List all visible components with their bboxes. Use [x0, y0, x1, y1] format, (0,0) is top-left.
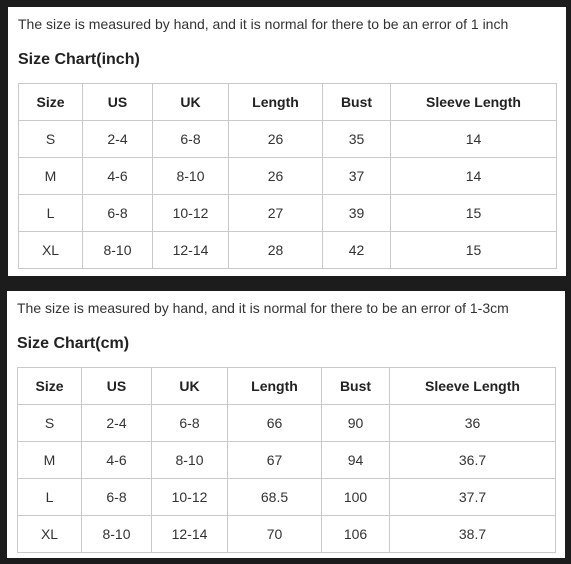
table-cell: XL — [19, 232, 83, 269]
table-cell: 36 — [390, 405, 556, 442]
table-cell: M — [18, 442, 82, 479]
table-cell: L — [19, 195, 83, 232]
table-row — [18, 516, 556, 553]
size-chart-title: Size Chart(cm) — [17, 335, 130, 352]
table-cell: 37.7 — [390, 479, 556, 516]
table-cell: 6-8 — [152, 405, 228, 442]
table-row — [19, 158, 557, 195]
table-cell: 100 — [322, 479, 390, 516]
table-cell: 10-12 — [152, 479, 228, 516]
table-cell: 37 — [323, 158, 391, 195]
column-header-us: US — [82, 368, 152, 405]
table-cell: 4-6 — [82, 442, 152, 479]
table-cell: 2-4 — [82, 405, 152, 442]
table-header-row — [19, 84, 557, 121]
table-cell: 8-10 — [83, 232, 153, 269]
table-cell: 67 — [228, 442, 322, 479]
table-cell: 68.5 — [228, 479, 322, 516]
table-cell: 36.7 — [390, 442, 556, 479]
table-row — [19, 121, 557, 158]
table-cell: 106 — [322, 516, 390, 553]
table-cell: 8-10 — [152, 442, 228, 479]
column-header-bust: Bust — [322, 368, 390, 405]
table-row — [18, 442, 556, 479]
table-cell: L — [18, 479, 82, 516]
table-cell: S — [18, 405, 82, 442]
table-cell: 10-12 — [153, 195, 229, 232]
table-row — [18, 479, 556, 516]
size-chart-cm-panel — [7, 291, 565, 558]
table-cell: 90 — [322, 405, 390, 442]
table-cell: 27 — [229, 195, 323, 232]
table-cell: 14 — [391, 121, 557, 158]
table-cell: S — [19, 121, 83, 158]
table-cell: 35 — [323, 121, 391, 158]
table-cell: 4-6 — [83, 158, 153, 195]
table-cell: 14 — [391, 158, 557, 195]
size-table-cm — [17, 367, 556, 553]
size-chart-inch-panel — [8, 7, 566, 276]
column-header-length: Length — [228, 368, 322, 405]
table-cell: 42 — [323, 232, 391, 269]
table-row — [19, 195, 557, 232]
table-cell: 39 — [323, 195, 391, 232]
table-cell: 38.7 — [390, 516, 556, 553]
measurement-note: The size is measured by hand, and it is normal for there to be an error of 1-3cm — [17, 300, 509, 316]
column-header-sleeve-length: Sleeve Length — [390, 368, 556, 405]
table-cell: 8-10 — [153, 158, 229, 195]
table-cell: 26 — [229, 121, 323, 158]
table-cell: M — [19, 158, 83, 195]
column-header-sleeve-length: Sleeve Length — [391, 84, 557, 121]
table-cell: 12-14 — [153, 232, 229, 269]
table-cell: 6-8 — [82, 479, 152, 516]
column-header-size: Size — [18, 368, 82, 405]
column-header-uk: UK — [153, 84, 229, 121]
table-cell: 6-8 — [83, 195, 153, 232]
table-cell: 6-8 — [153, 121, 229, 158]
table-cell: 12-14 — [152, 516, 228, 553]
table-cell: XL — [18, 516, 82, 553]
table-cell: 8-10 — [82, 516, 152, 553]
size-table-inch — [18, 83, 557, 269]
column-header-length: Length — [229, 84, 323, 121]
column-header-bust: Bust — [323, 84, 391, 121]
measurement-note: The size is measured by hand, and it is normal for there to be an error of 1 inch — [18, 16, 509, 32]
column-header-us: US — [83, 84, 153, 121]
table-cell: 70 — [228, 516, 322, 553]
size-chart-title: Size Chart(inch) — [18, 51, 140, 68]
table-cell: 26 — [229, 158, 323, 195]
table-cell: 66 — [228, 405, 322, 442]
table-row — [18, 405, 556, 442]
column-header-size: Size — [19, 84, 83, 121]
table-cell: 15 — [391, 195, 557, 232]
table-cell: 2-4 — [83, 121, 153, 158]
table-row — [19, 232, 557, 269]
table-cell: 28 — [229, 232, 323, 269]
table-header-row — [18, 368, 556, 405]
table-cell: 94 — [322, 442, 390, 479]
column-header-uk: UK — [152, 368, 228, 405]
table-cell: 15 — [391, 232, 557, 269]
